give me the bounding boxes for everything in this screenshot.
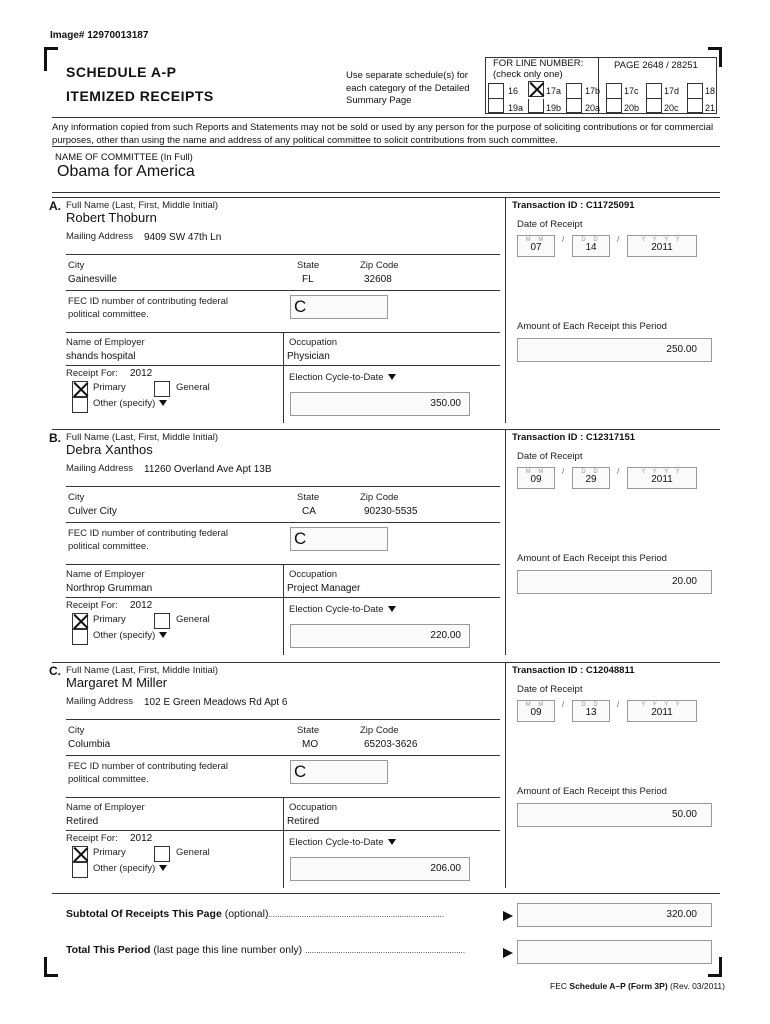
section-divider (52, 662, 720, 663)
date-separator: / (617, 467, 620, 476)
line-20a-label: 20a (585, 103, 601, 113)
year-value: 2011 (651, 474, 673, 485)
cycle-to-date-label (289, 372, 396, 383)
employer-value: shands hospital (66, 351, 136, 362)
fec-id-prefix: C (294, 297, 307, 316)
entry-letter: A. (49, 199, 61, 213)
subtotal-dots: ............................................................................... (268, 910, 445, 919)
month-placeholder: M M (525, 702, 547, 708)
footer-form: Schedule A–P (Form 3P) (569, 981, 668, 991)
total-label (66, 944, 465, 956)
line-19a-label: 19a (508, 103, 524, 113)
amount-label: Amount of Each Receipt this Period (517, 321, 667, 332)
divider (52, 146, 720, 147)
schedule-title: SCHEDULE A-P (66, 64, 177, 80)
year-field[interactable] (627, 467, 697, 489)
subtotal-label (66, 908, 444, 920)
dropdown-arrow-icon (388, 606, 396, 612)
state-label: State (297, 725, 320, 736)
primary-checkbox[interactable] (72, 381, 88, 397)
line-17d-checkbox[interactable] (646, 83, 662, 99)
full-name-label: Full Name (Last, First, Middle Initial) (66, 432, 219, 443)
mailing-address-value: 11260 Overland Ave Apt 13B (144, 464, 272, 475)
cycle-to-date-field[interactable] (290, 624, 470, 648)
line-16-checkbox[interactable] (488, 83, 504, 99)
subtotal-arrow-icon (503, 911, 513, 921)
state-value: FL (302, 274, 314, 285)
date-separator: / (617, 235, 620, 244)
mailing-address-value: 9409 SW 47th Ln (144, 232, 222, 243)
general-checkbox[interactable] (154, 846, 170, 862)
primary-checkbox[interactable] (72, 613, 88, 629)
month-value: 09 (530, 707, 542, 718)
zip-value: 65203-3626 (364, 739, 418, 750)
general-label: General (176, 847, 210, 858)
total-field[interactable] (517, 940, 712, 964)
subtotal-title: Subtotal Of Receipts This Page (66, 908, 222, 920)
day-field[interactable] (572, 700, 610, 722)
occupation-label: Occupation (289, 337, 338, 348)
line-18-label: 18 (705, 86, 716, 96)
day-value: 13 (585, 707, 597, 718)
contributor-name: Margaret M Miller (66, 675, 168, 690)
year-placeholder: Y Y Y Y (641, 702, 683, 708)
fec-id-prefix: C (294, 762, 307, 781)
general-checkbox[interactable] (154, 613, 170, 629)
disclaimer-text: Any information copied from such Reports and Statements may not be sold or used by any person for the purpose of soliciting contributions or for commercial purposes, other than using the name and address of any political committee to solicit contributions from such committee. (52, 117, 720, 147)
line-20b-checkbox[interactable] (606, 99, 622, 113)
state-label: State (297, 260, 320, 271)
transaction-id: Transaction ID : C12048811 (512, 665, 635, 676)
amount-value: 250.00 (666, 344, 697, 355)
general-label: General (176, 382, 210, 393)
transaction-id: Transaction ID : C12317151 (512, 432, 636, 443)
cycle-to-date-label (289, 837, 396, 848)
full-name-label: Full Name (Last, First, Middle Initial) (66, 665, 219, 676)
occupation-value: Physician (287, 351, 330, 362)
divider (66, 290, 500, 291)
fec-id-field[interactable] (290, 527, 388, 551)
corner-mark-top-left (44, 47, 58, 71)
zip-value: 32608 (364, 274, 392, 285)
year-field[interactable] (627, 235, 697, 257)
line-21-checkbox[interactable] (687, 99, 703, 113)
receipt-for-label: Receipt For: (66, 833, 118, 844)
employer-value: Northrop Grumman (66, 583, 153, 594)
column-divider (505, 662, 506, 888)
line-number-header (493, 58, 583, 80)
dropdown-arrow-icon (159, 632, 167, 638)
primary-label: Primary (93, 847, 126, 858)
other-text: Other (specify) (93, 398, 156, 409)
column-divider (283, 797, 284, 888)
transaction-id: Transaction ID : C11725091 (512, 200, 635, 211)
day-placeholder: D D (581, 237, 601, 243)
column-divider (283, 332, 284, 423)
zip-label: Zip Code (360, 492, 399, 503)
section-divider (52, 429, 720, 430)
fec-id-prefix: C (294, 529, 307, 548)
divider (66, 522, 500, 523)
fec-id-field[interactable] (290, 760, 388, 784)
receipt-for-label: Receipt For: (66, 600, 118, 611)
receipt-for-label: Receipt For: (66, 368, 118, 379)
occupation-value: Retired (287, 816, 320, 827)
dropdown-arrow-icon (388, 839, 396, 845)
schedule-subtitle: ITEMIZED RECEIPTS (66, 88, 214, 104)
city-label: City (68, 492, 85, 503)
zip-value: 90230-5535 (364, 506, 418, 517)
receipt-year: 2012 (130, 600, 153, 611)
day-value: 14 (585, 242, 597, 253)
year-value: 2011 (651, 242, 673, 253)
date-separator: / (562, 700, 565, 709)
cycle-to-date-value: 220.00 (430, 630, 461, 641)
date-separator: / (562, 235, 565, 244)
line-19a-checkbox[interactable] (488, 99, 504, 113)
subtotal-note: (optional) (224, 908, 269, 920)
month-field[interactable] (517, 467, 555, 489)
city-value: Columbia (68, 739, 111, 750)
image-id: Image# 12970013187 (50, 30, 149, 41)
divider (66, 719, 500, 720)
fec-id-label: FEC ID number of contributing federal political committee. (68, 761, 228, 785)
mailing-address-label: Mailing Address (66, 231, 134, 242)
day-field[interactable] (572, 235, 610, 257)
date-of-receipt-label: Date of Receipt (517, 451, 583, 462)
fec-id-label: FEC ID number of contributing federal political committee. (68, 296, 228, 320)
other-label (93, 863, 167, 874)
cycle-to-date-text: Election Cycle-to-Date (289, 372, 384, 383)
amount-label: Amount of Each Receipt this Period (517, 786, 667, 797)
committee-name: Obama for America (57, 163, 195, 180)
line-20c-label: 20c (664, 103, 679, 113)
city-label: City (68, 260, 85, 271)
amount-field[interactable] (517, 338, 712, 362)
month-value: 09 (530, 474, 542, 485)
mailing-address-value: 102 E Green Meadows Rd Apt 6 (144, 697, 288, 708)
line-19b-label: 19b (546, 103, 562, 113)
page-label: PAGE 2648 / 28251 (614, 60, 698, 71)
line-17a-label: 17a (546, 86, 562, 96)
year-placeholder: Y Y Y Y (641, 237, 683, 243)
other-label (93, 398, 167, 409)
divider (66, 830, 500, 831)
line-20c-checkbox[interactable] (646, 99, 662, 113)
dropdown-arrow-icon (388, 374, 396, 380)
state-label: State (297, 492, 320, 503)
dropdown-arrow-icon (159, 865, 167, 871)
entry-letter: B. (49, 431, 61, 445)
state-value: MO (302, 739, 319, 750)
cycle-to-date-field[interactable] (290, 857, 470, 881)
line-17a-checkbox[interactable] (528, 81, 544, 97)
divider (66, 755, 500, 756)
city-value: Culver City (68, 506, 117, 517)
line-17d-label: 17d (664, 86, 680, 96)
subtotal-field[interactable] (517, 903, 712, 927)
cycle-to-date-value: 350.00 (430, 398, 461, 409)
day-placeholder: D D (581, 469, 601, 475)
general-checkbox[interactable] (154, 381, 170, 397)
year-field[interactable] (627, 700, 697, 722)
total-arrow-icon (503, 948, 513, 958)
receipt-year: 2012 (130, 368, 153, 379)
other-checkbox[interactable] (72, 397, 88, 413)
cycle-to-date-text: Election Cycle-to-Date (289, 837, 384, 848)
amount-value: 20.00 (671, 576, 697, 587)
other-text: Other (specify) (93, 863, 156, 874)
general-label: General (176, 614, 210, 625)
corner-mark-bottom-left (44, 957, 58, 977)
month-placeholder: M M (525, 469, 547, 475)
line-21-label: 21 (705, 103, 716, 113)
divider (66, 597, 500, 598)
month-field[interactable] (517, 700, 555, 722)
line-17b-checkbox[interactable] (566, 83, 582, 99)
form-footer (550, 981, 725, 991)
employer-label: Name of Employer (66, 569, 145, 580)
date-of-receipt-label: Date of Receipt (517, 219, 583, 230)
section-divider (52, 197, 720, 198)
line-18-checkbox[interactable] (687, 83, 703, 99)
city-label: City (68, 725, 85, 736)
line-16-label: 16 (508, 86, 519, 96)
receipt-year: 2012 (130, 833, 153, 844)
occupation-value: Project Manager (287, 583, 361, 594)
line-20a-checkbox[interactable] (566, 99, 582, 113)
cycle-to-date-value: 206.00 (430, 863, 461, 874)
use-separate-note: Use separate schedule(s) for each category of the Detailed Summary Page (346, 70, 470, 106)
line-17c-checkbox[interactable] (606, 83, 622, 99)
state-value: CA (302, 506, 316, 517)
total-title: Total This Period (66, 944, 151, 956)
full-name-label: Full Name (Last, First, Middle Initial) (66, 200, 219, 211)
employer-value: Retired (66, 816, 99, 827)
day-value: 29 (585, 474, 597, 485)
cycle-to-date-label (289, 604, 396, 615)
contributor-name: Robert Thoburn (66, 210, 157, 225)
footer-rev: (Rev. 03/2011) (670, 981, 725, 991)
divider (52, 192, 720, 193)
amount-field[interactable] (517, 570, 712, 594)
footer-prefix: FEC (550, 981, 568, 991)
day-field[interactable] (572, 467, 610, 489)
other-text: Other (specify) (93, 630, 156, 641)
line-number-label: FOR LINE NUMBER: (493, 58, 584, 69)
fec-id-field[interactable] (290, 295, 388, 319)
employer-label: Name of Employer (66, 802, 145, 813)
primary-label: Primary (93, 614, 126, 625)
line-17c-label: 17c (624, 86, 639, 96)
occupation-label: Occupation (289, 569, 338, 580)
month-field[interactable] (517, 235, 555, 257)
check-only-one-label: (check only one) (493, 69, 563, 80)
date-of-receipt-label: Date of Receipt (517, 684, 583, 695)
contributor-name: Debra Xanthos (66, 442, 153, 457)
mailing-address-label: Mailing Address (66, 696, 134, 707)
mailing-address-label: Mailing Address (66, 463, 134, 474)
other-checkbox[interactable] (72, 862, 88, 878)
other-label (93, 630, 167, 641)
total-note: (last page this line number only) (153, 944, 303, 956)
line-20b-label: 20b (624, 103, 640, 113)
year-placeholder: Y Y Y Y (641, 469, 683, 475)
employer-label: Name of Employer (66, 337, 145, 348)
total-dots: ........................................................................ (305, 946, 466, 955)
occupation-label: Occupation (289, 802, 338, 813)
column-divider (283, 564, 284, 655)
line-17b-label: 17b (585, 86, 601, 96)
amount-value: 50.00 (671, 809, 697, 820)
year-value: 2011 (651, 707, 673, 718)
cycle-to-date-text: Election Cycle-to-Date (289, 604, 384, 615)
month-placeholder: M M (525, 237, 547, 243)
month-value: 07 (530, 242, 542, 253)
column-divider (505, 197, 506, 423)
dropdown-arrow-icon (159, 400, 167, 406)
divider (66, 486, 500, 487)
zip-label: Zip Code (360, 725, 399, 736)
city-value: Gainesville (68, 274, 117, 285)
entry-letter: C. (49, 664, 61, 678)
line-19b-checkbox[interactable] (528, 99, 544, 113)
amount-label: Amount of Each Receipt this Period (517, 553, 667, 564)
primary-label: Primary (93, 382, 126, 393)
amount-field[interactable] (517, 803, 712, 827)
cycle-to-date-field[interactable] (290, 392, 470, 416)
date-separator: / (617, 700, 620, 709)
fec-id-label: FEC ID number of contributing federal political committee. (68, 528, 228, 552)
divider (66, 254, 500, 255)
column-divider (505, 429, 506, 655)
committee-label: NAME OF COMMITTEE (In Full) (55, 152, 193, 163)
divider (66, 365, 500, 366)
other-checkbox[interactable] (72, 629, 88, 645)
subtotal-value: 320.00 (666, 909, 697, 920)
primary-checkbox[interactable] (72, 846, 88, 862)
day-placeholder: D D (581, 702, 601, 708)
date-separator: / (562, 467, 565, 476)
divider (52, 893, 720, 894)
zip-label: Zip Code (360, 260, 399, 271)
